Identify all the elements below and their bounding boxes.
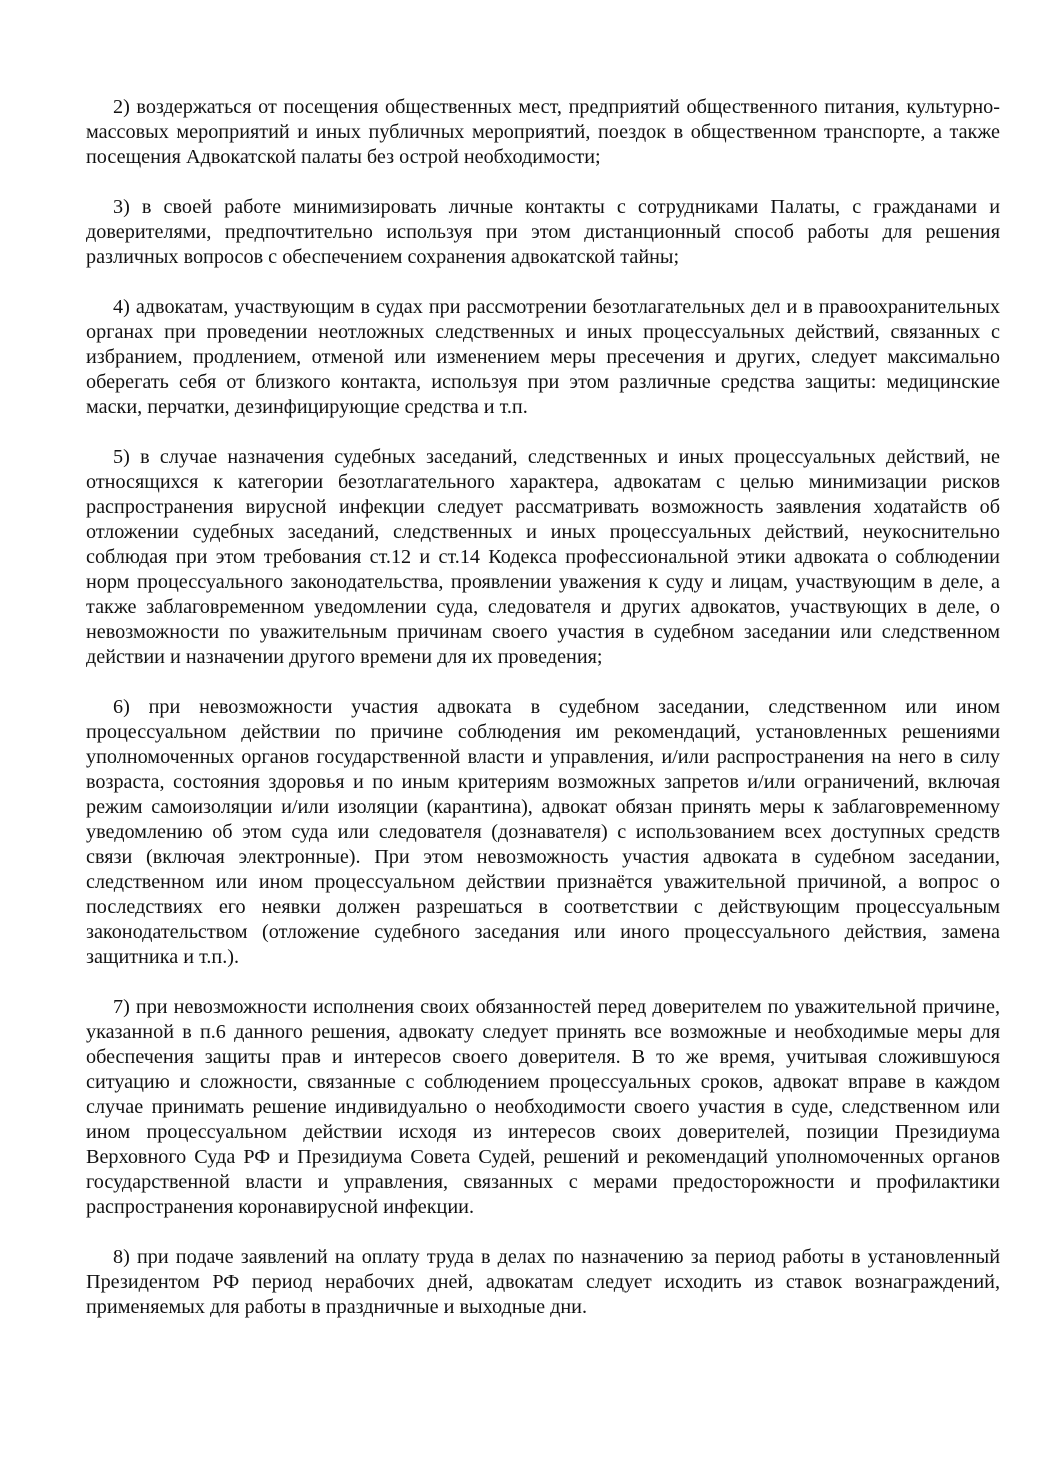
paragraph-item-2: 2) воздержаться от посещения общественных мест, предприятий общественного питания, культурно-массовых мероприятий и иных публичных мероприятий, поездок в общественном транспорте, а также посещения Адвокатской палаты без острой необходимости; — [86, 96, 1000, 168]
paragraph-item-4: 4) адвокатам, участвующим в судах при рассмотрении безотлагательных дел и в правоохранительных органах при проведении неотложных следственных и иных процессуальных действий, связанных с избранием, продлением, отменой или изменением меры пресечения и других, следует максимально оберегать себя от близкого контакта, используя при этом различные средства защиты: медицинские маски, перчатки, дезинфицирующие средства и т.п. — [86, 296, 1000, 418]
paragraph-item-3: 3) в своей работе минимизировать личные контакты с сотрудниками Палаты, с гражданами и доверителями, предпочтительно используя при этом дистанционный способ работы для решения различных вопросов с обеспечением сохранения адвокатской тайны; — [86, 196, 1000, 268]
paragraph-item-6: 6) при невозможности участия адвоката в судебном заседании, следственном или ином процессуальном действии по причине соблюдения им рекомендаций, установленных решениями уполномоченных органов государственной власти и управления, и/или распространения на него в силу возраста, состояния здоровья и по иным критериям возможных запретов и/или ограничений, включая режим самоизоляции и/или изоляции (карантина), адвокат обязан принять меры к заблаговременному уведомлению об этом суда или следователя (дознавателя) с использованием всех доступных средств связи (включая электронные). При этом невозможность участия адвоката в судебном заседании, следственном или ином процессуальном действии признаётся уважительной причиной, а вопрос о последствиях его неявки должен разрешаться в соответствии с действующим процессуальным законодательством (отложение судебного заседания или иного процессуального действия, замена защитника и т.п.). — [86, 696, 1000, 968]
paragraph-item-8: 8) при подаче заявлений на оплату труда в делах по назначению за период работы в установленный Президентом РФ период нерабочих дней, адвокатам следует исходить из ставок вознаграждений, применяемых для работы в праздничные и выходные дни. — [86, 1246, 1000, 1318]
paragraph-item-7: 7) при невозможности исполнения своих обязанностей перед доверителем по уважительной причине, указанной в п.6 данного решения, адвокату следует принять все возможные и необходимые меры для обеспечения защиты прав и интересов своего доверителя. В то же время, учитывая сложившуюся ситуацию и сложности, связанные с соблюдением процессуальных сроков, адвокат вправе в каждом случае принимать решение индивидуально о необходимости своего участия в суде, следственном или ином процессуальном действии исходя из интересов своих доверителей, позиции Президиума Верховного Суда РФ и Президиума Совета Судей, решений и рекомендаций уполномоченных органов государственной власти и управления, связанных с мерами предосторожности и профилактики распространения коронавирусной инфекции. — [86, 996, 1000, 1218]
document-page — [86, 95, 1000, 1320]
paragraph-item-5: 5) в случае назначения судебных заседаний, следственных и иных процессуальных действий, не относящихся к категории безотлагательного характера, адвокатам с целью минимизации рисков распространения вирусной инфекции следует рассматривать возможность заявления ходатайств об отложении судебных заседаний, следственных и иных процессуальных действий, неукоснительно соблюдая при этом требования ст.12 и ст.14 Кодекса профессиональной этики адвоката о соблюдении норм процессуального законодательства, проявлении уважения к суду и лицам, участвующим в деле, а также заблаговременном уведомлении суда, следователя и других адвокатов, участвующих в деле, о невозможности по уважительным причинам своего участия в судебном заседании или следственном действии и назначении другого времени для их проведения; — [86, 446, 1000, 668]
